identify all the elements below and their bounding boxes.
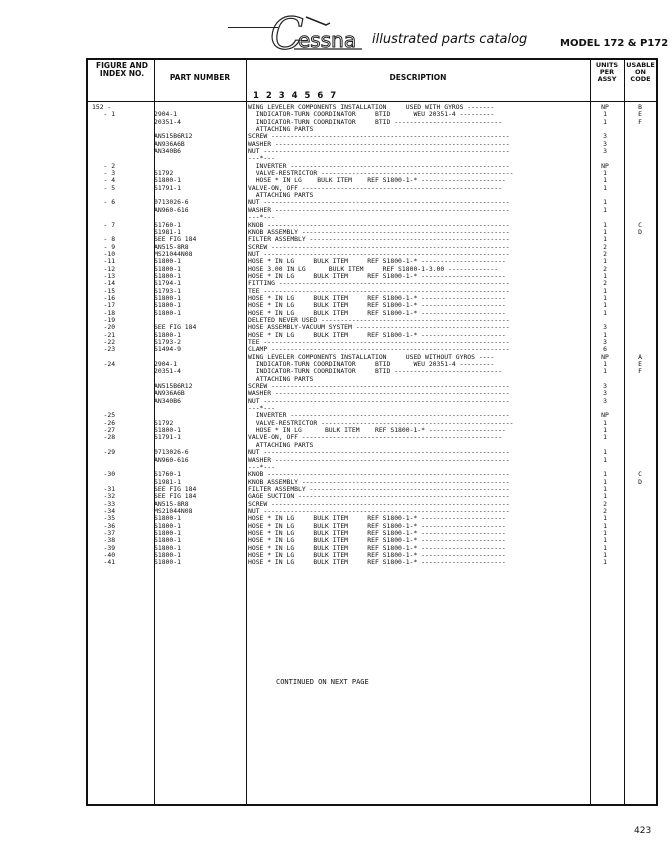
part-number-cell: 2904-1 bbox=[154, 360, 178, 369]
units-cell: 1 bbox=[603, 521, 607, 530]
figure-index-cell: -11 bbox=[92, 257, 116, 266]
part-number-cell: AN340B6 bbox=[154, 396, 181, 405]
description-cell: HOSE * IN LG BULK ITEM REF S1800-1-* ---------------------- bbox=[248, 293, 506, 302]
description-cell: ---*--- bbox=[248, 213, 275, 222]
units-cell: 1 bbox=[603, 176, 607, 185]
table-row bbox=[88, 457, 656, 464]
description-column-header: DESCRIPTION bbox=[389, 73, 447, 82]
units-cell: 1 bbox=[603, 514, 607, 523]
units-cell: NP bbox=[601, 103, 609, 111]
figure-index-cell: -36 bbox=[92, 521, 116, 530]
figure-index-cell: -18 bbox=[92, 308, 116, 317]
description-cell: NUT ---------------------------------------------------------------- bbox=[248, 506, 510, 515]
figure-index-cell: -22 bbox=[92, 338, 116, 346]
table-row bbox=[88, 434, 656, 441]
figure-index-cell: -24 bbox=[92, 360, 116, 369]
part-number-cell: S1800-1 bbox=[154, 514, 181, 523]
header-divider bbox=[88, 101, 656, 102]
part-number-cell: S1800-1 bbox=[154, 308, 181, 317]
units-cell: 3 bbox=[603, 132, 607, 141]
usable-code-cell: C bbox=[638, 220, 642, 229]
svg-text:C: C bbox=[270, 9, 304, 55]
figure-index-cell: - 2 bbox=[92, 161, 116, 170]
part-number-cell: SEE FIG 184 bbox=[154, 323, 197, 332]
part-number-cell: S1792 bbox=[154, 169, 174, 178]
part-number-cell: SEE FIG 184 bbox=[154, 235, 197, 244]
description-cell: HOSE * IN LG BULK ITEM REF S1800-1-* ---------------------- bbox=[248, 558, 506, 567]
part-number-cell: 20351-4 bbox=[154, 117, 181, 126]
units-cell: 3 bbox=[603, 382, 607, 391]
part-number-cell: AN515B6R12 bbox=[154, 132, 193, 141]
usable-code-cell: A bbox=[638, 352, 642, 361]
description-cell: ATTACHING PARTS bbox=[248, 440, 314, 449]
usable-code-cell: D bbox=[638, 227, 642, 236]
units-cell: 1 bbox=[603, 558, 607, 567]
description-cell: SCREW -------------------------------------------------------------- bbox=[248, 499, 510, 508]
description-cell: NUT ---------------------------------------------------------------- bbox=[248, 448, 510, 457]
description-cell: VALVE-ON, OFF ---------------------------------------------------- bbox=[248, 183, 502, 192]
description-cell: VALVE-RESTRICTOR -------------------------------------------------- bbox=[248, 169, 514, 178]
description-cell: ATTACHING PARTS bbox=[248, 125, 314, 134]
description-cell: VALVE-RESTRICTOR -------------------------------------------------- bbox=[248, 418, 514, 427]
description-cell: HOSE * IN LG BULK ITEM REF S1800-1-* ---------------------- bbox=[248, 528, 506, 537]
part-number-cell: S1800-1 bbox=[154, 257, 181, 266]
part-number-cell: S1800-1 bbox=[154, 521, 181, 530]
description-cell: CLAMP -------------------------------------------------------------- bbox=[248, 345, 510, 354]
part-number-cell: S1981-1 bbox=[154, 227, 181, 236]
description-cell: ---*--- bbox=[248, 404, 275, 413]
description-cell: HOSE * IN LG BULK ITEM REF S1800-1-* ---------------------- bbox=[248, 257, 506, 266]
description-cell: HOSE * IN LG BULK ITEM REF S1800-1-* ---------------------- bbox=[248, 301, 506, 310]
description-cell: INDICATOR-TURN COORDINATOR BTID WEU 20351-4 --------- bbox=[248, 360, 495, 369]
description-cell: WING LEVELER COMPONENTS INSTALLATION USED WITH GYROS ------- bbox=[248, 103, 495, 111]
description-cell: INDICATOR-TURN COORDINATOR BTID ---------------------------- bbox=[248, 367, 502, 376]
usable-code-cell: C bbox=[638, 470, 642, 479]
description-cell: HOSE * IN LG BULK ITEM REF S1800-1-* ---------------------- bbox=[248, 308, 506, 317]
description-cell: NUT ---------------------------------------------------------------- bbox=[248, 198, 510, 207]
units-cell: 2 bbox=[603, 499, 607, 508]
part-number-cell: S1792 bbox=[154, 418, 174, 427]
figure-index-cell: -41 bbox=[92, 558, 116, 567]
description-cell: WASHER ------------------------------------------------------------- bbox=[248, 455, 510, 464]
description-cell: HOSE * IN LG BULK ITEM REF S1800-1-* ---------------------- bbox=[248, 550, 506, 559]
usable-code-cell: F bbox=[638, 367, 642, 376]
continued-note: CONTINUED ON NEXT PAGE bbox=[276, 678, 369, 686]
figure-index-cell: - 5 bbox=[92, 183, 116, 192]
description-cell: WASHER ------------------------------------------------------------- bbox=[248, 139, 510, 148]
part-number-cell: AN340B6 bbox=[154, 147, 181, 156]
description-cell: SCREW -------------------------------------------------------------- bbox=[248, 382, 510, 391]
figure-index-cell: -33 bbox=[92, 499, 116, 508]
figure-index-cell: -23 bbox=[92, 345, 116, 354]
units-cell: 1 bbox=[603, 117, 607, 126]
description-cell: WASHER ------------------------------------------------------------- bbox=[248, 205, 510, 214]
units-cell: 3 bbox=[603, 147, 607, 156]
figure-index-cell: - 4 bbox=[92, 176, 116, 185]
part-number-cell: S1793-2 bbox=[154, 338, 181, 346]
description-cell: WASHER ------------------------------------------------------------- bbox=[248, 389, 510, 398]
page-number: 423 bbox=[634, 826, 652, 836]
units-cell: 3 bbox=[603, 323, 607, 332]
part-number-cell: SEE FIG 184 bbox=[154, 484, 197, 493]
table-row bbox=[88, 119, 656, 126]
units-cell: 1 bbox=[603, 418, 607, 427]
description-cell: ATTACHING PARTS bbox=[248, 191, 314, 200]
units-cell: 1 bbox=[603, 448, 607, 457]
description-cell: KNOB ASSEMBLY ------------------------------------------------------ bbox=[248, 477, 510, 486]
description-cell: HOSE * IN LG BULK ITEM REF S1800-1-* ---------------------- bbox=[248, 543, 506, 552]
part-number-cell: S1494-9 bbox=[154, 345, 181, 354]
part-number-cell: S1800-1 bbox=[154, 271, 181, 280]
indent-scale: 1 2 3 4 5 6 7 bbox=[253, 91, 339, 101]
units-cell: 1 bbox=[603, 220, 607, 229]
units-cell: 1 bbox=[603, 257, 607, 266]
units-cell: NP bbox=[601, 161, 609, 170]
parts-table bbox=[86, 58, 658, 806]
part-number-cell: MS21044N08 bbox=[154, 506, 193, 515]
units-cell: 6 bbox=[603, 345, 607, 354]
part-number-cell: AN936A6B bbox=[154, 139, 185, 148]
part-number-cell: 0713026-6 bbox=[154, 448, 189, 457]
description-cell: VALVE-ON, OFF ---------------------------------------------------- bbox=[248, 433, 502, 442]
usable-code-cell: F bbox=[638, 117, 642, 126]
page-header bbox=[0, 0, 672, 60]
table-row bbox=[88, 207, 656, 214]
units-cell: 1 bbox=[603, 543, 607, 552]
part-number-cell: 2904-1 bbox=[154, 110, 178, 119]
description-cell: FILTER ASSEMBLY ---------------------------------------------------- bbox=[248, 235, 510, 244]
figure-index-cell: -19 bbox=[92, 315, 116, 324]
units-cell: 1 bbox=[603, 286, 607, 295]
part-number-column-header: PART NUMBER bbox=[169, 73, 231, 82]
figure-index-cell: -15 bbox=[92, 286, 116, 295]
description-cell: NUT ---------------------------------------------------------------- bbox=[248, 147, 510, 156]
units-cell: 2 bbox=[603, 264, 607, 273]
units-cell: 1 bbox=[603, 183, 607, 192]
units-cell: 3 bbox=[603, 389, 607, 398]
model-label: MODEL 172 & P172 bbox=[560, 38, 669, 49]
part-number-cell: AN515-8R8 bbox=[154, 499, 189, 508]
units-cell: 1 bbox=[603, 455, 607, 464]
figure-index-cell: 152 - bbox=[92, 103, 112, 111]
part-number-cell: AN936A6B bbox=[154, 389, 185, 398]
description-cell: HOSE * IN LG BULK ITEM REF S1800-1-* ---------------------- bbox=[248, 536, 506, 545]
description-cell: HOSE * IN LG BULK ITEM REF S1800-1-* ---------------------- bbox=[248, 176, 506, 185]
part-number-cell: SEE FIG 184 bbox=[154, 492, 197, 501]
table-body bbox=[88, 104, 656, 567]
figure-index-cell: -17 bbox=[92, 301, 116, 310]
figure-index-cell: -39 bbox=[92, 543, 116, 552]
description-cell: ---*--- bbox=[248, 462, 275, 471]
usable-code-cell: D bbox=[638, 477, 642, 486]
table-row bbox=[88, 398, 656, 405]
figure-index-cell: -30 bbox=[92, 470, 116, 479]
units-cell: 1 bbox=[603, 235, 607, 244]
part-number-cell: S1800-1 bbox=[154, 558, 181, 567]
figure-index-cell: -34 bbox=[92, 506, 116, 515]
description-cell: HOSE * IN LG BULK ITEM REF S1800-1-* ---------------------- bbox=[248, 330, 506, 339]
description-cell: NUT ---------------------------------------------------------------- bbox=[248, 249, 510, 258]
description-cell: KNOB ASSEMBLY ------------------------------------------------------ bbox=[248, 227, 510, 236]
description-cell: HOSE * IN LG BULK ITEM REF S1800-1-* ---------------------- bbox=[248, 514, 506, 523]
description-cell: HOSE ASSEMBLY-VACUUM SYSTEM ---------------------------------------- bbox=[248, 323, 510, 332]
description-cell: HOSE * IN LG BULK ITEM REF S1800-1-* -------------------- bbox=[248, 426, 506, 435]
part-number-cell: 0713026-6 bbox=[154, 198, 189, 207]
figure-index-cell: - 1 bbox=[92, 110, 116, 119]
figure-column-header: FIGURE AND INDEX NO. bbox=[96, 61, 148, 78]
units-cell: 1 bbox=[603, 293, 607, 302]
units-cell: 2 bbox=[603, 279, 607, 288]
units-cell: 1 bbox=[603, 271, 607, 280]
description-cell: GAGE SUCTION ------------------------------------------------------- bbox=[248, 492, 510, 501]
part-number-cell: S1791-1 bbox=[154, 183, 181, 192]
figure-index-cell: -25 bbox=[92, 411, 116, 420]
description-cell: TEE ---------------------------------------------------------------- bbox=[248, 338, 510, 346]
units-cell: 1 bbox=[603, 367, 607, 376]
units-column-header: UNITS PER ASSY bbox=[595, 61, 619, 83]
part-number-cell: S1800-1 bbox=[154, 550, 181, 559]
units-cell: 1 bbox=[603, 470, 607, 479]
figure-index-cell: -26 bbox=[92, 418, 116, 427]
usable-code-cell: B bbox=[638, 103, 642, 111]
part-number-cell: S1760-1 bbox=[154, 470, 181, 479]
figure-index-cell: -31 bbox=[92, 484, 116, 493]
figure-index-cell: - 8 bbox=[92, 235, 116, 244]
description-cell: DELETED NEVER USED ------------------------------------------------- bbox=[248, 315, 510, 324]
description-cell: HOSE * IN LG BULK ITEM REF S1800-1-* ---------------------- bbox=[248, 521, 506, 530]
description-cell: SCREW -------------------------------------------------------------- bbox=[248, 242, 510, 251]
units-cell: 1 bbox=[603, 433, 607, 442]
usable-code-cell: E bbox=[638, 360, 642, 369]
part-number-cell: S1794-1 bbox=[154, 279, 181, 288]
part-number-cell: AN515-8R8 bbox=[154, 242, 189, 251]
figure-index-cell: - 7 bbox=[92, 220, 116, 229]
units-cell: 1 bbox=[603, 198, 607, 207]
figure-index-cell: -40 bbox=[92, 550, 116, 559]
part-number-cell: S1800-1 bbox=[154, 301, 181, 310]
figure-index-cell: -12 bbox=[92, 264, 116, 273]
table-row bbox=[88, 148, 656, 155]
usable-code-cell: E bbox=[638, 110, 642, 119]
description-cell: ---*--- bbox=[248, 154, 275, 163]
units-cell: 1 bbox=[603, 528, 607, 537]
figure-index-cell: -27 bbox=[92, 426, 116, 435]
figure-index-cell: -32 bbox=[92, 492, 116, 501]
description-cell: FILTER ASSEMBLY ---------------------------------------------------- bbox=[248, 484, 510, 493]
figure-index-cell: -38 bbox=[92, 536, 116, 545]
part-number-cell: S1800-1 bbox=[154, 176, 181, 185]
units-cell: 1 bbox=[603, 308, 607, 317]
description-cell: HOSE * IN LG BULK ITEM REF S1800-1-* ---------------------- bbox=[248, 271, 506, 280]
figure-index-cell: -20 bbox=[92, 323, 116, 332]
part-number-cell: S1800-1 bbox=[154, 293, 181, 302]
part-number-cell: 20351-4 bbox=[154, 367, 181, 376]
figure-index-cell: -13 bbox=[92, 271, 116, 280]
units-cell: 1 bbox=[603, 536, 607, 545]
units-cell: 1 bbox=[603, 426, 607, 435]
description-cell: INDICATOR-TURN COORDINATOR BTID ---------------------------- bbox=[248, 117, 502, 126]
part-number-cell: S1800-1 bbox=[154, 528, 181, 537]
units-cell: 1 bbox=[603, 484, 607, 493]
units-cell: 2 bbox=[603, 242, 607, 251]
units-cell: 1 bbox=[603, 360, 607, 369]
part-number-cell: S1791-1 bbox=[154, 433, 181, 442]
description-cell: INDICATOR-TURN COORDINATOR BTID WEU 20351-4 --------- bbox=[248, 110, 495, 119]
description-cell: HOSE 3.00 IN LG BULK ITEM REF S1800-1-3.00 ------------- bbox=[248, 264, 499, 273]
units-cell: 1 bbox=[603, 301, 607, 310]
figure-index-cell: -28 bbox=[92, 433, 116, 442]
units-cell: 3 bbox=[603, 139, 607, 148]
part-number-cell: S1800-1 bbox=[154, 543, 181, 552]
units-cell: 1 bbox=[603, 205, 607, 214]
units-cell: 1 bbox=[603, 492, 607, 501]
figure-index-cell: -29 bbox=[92, 448, 116, 457]
part-number-cell: S1800-1 bbox=[154, 264, 181, 273]
figure-index-cell: -14 bbox=[92, 279, 116, 288]
part-number-cell: S1800-1 bbox=[154, 330, 181, 339]
description-cell: ATTACHING PARTS bbox=[248, 374, 314, 383]
figure-index-cell: - 6 bbox=[92, 198, 116, 207]
description-cell: SCREW -------------------------------------------------------------- bbox=[248, 132, 510, 141]
catalog-title: illustrated parts catalog bbox=[372, 32, 528, 47]
units-cell: 1 bbox=[603, 330, 607, 339]
description-cell: NUT ---------------------------------------------------------------- bbox=[248, 396, 510, 405]
part-number-cell: S1793-1 bbox=[154, 286, 181, 295]
description-cell: TEE ---------------------------------------------------------------- bbox=[248, 286, 510, 295]
units-cell: 1 bbox=[603, 227, 607, 236]
description-cell: INVERTER --------------------------------------------------------- bbox=[248, 161, 510, 170]
description-cell: WING LEVELER COMPONENTS INSTALLATION USED WITHOUT GYROS ---- bbox=[248, 352, 495, 361]
description-cell: KNOB --------------------------------------------------------------- bbox=[248, 220, 510, 229]
units-cell: 1 bbox=[603, 169, 607, 178]
table-row bbox=[88, 185, 656, 192]
table-row bbox=[88, 559, 656, 566]
part-number-cell: S1800-1 bbox=[154, 426, 181, 435]
units-cell: 1 bbox=[603, 550, 607, 559]
units-cell: 1 bbox=[603, 477, 607, 486]
description-cell: FITTING ------------------------------------------------------------ bbox=[248, 279, 510, 288]
part-number-cell: S1760-1 bbox=[154, 220, 181, 229]
svg-text:essna: essna bbox=[298, 28, 357, 52]
figure-index-cell: - 9 bbox=[92, 242, 116, 251]
code-column-header: USABLE ON CODE bbox=[626, 61, 655, 83]
part-number-cell: MS21044N08 bbox=[154, 249, 193, 258]
figure-index-cell: -10 bbox=[92, 249, 116, 258]
units-cell: 2 bbox=[603, 249, 607, 258]
units-cell: NP bbox=[601, 352, 609, 361]
part-number-cell: S1800-1 bbox=[154, 536, 181, 545]
part-number-cell: AN960-616 bbox=[154, 455, 189, 464]
figure-index-cell: -21 bbox=[92, 330, 116, 339]
figure-index-cell: -16 bbox=[92, 293, 116, 302]
units-cell: 3 bbox=[603, 396, 607, 405]
figure-index-cell: - 3 bbox=[92, 169, 116, 178]
cessna-logo bbox=[268, 3, 364, 55]
table-row bbox=[88, 368, 656, 375]
units-cell: 1 bbox=[603, 110, 607, 119]
part-number-cell: S1981-1 bbox=[154, 477, 181, 486]
description-cell: KNOB --------------------------------------------------------------- bbox=[248, 470, 510, 479]
figure-index-cell: -37 bbox=[92, 528, 116, 537]
units-cell: 3 bbox=[603, 338, 607, 346]
figure-index-cell: -35 bbox=[92, 514, 116, 523]
part-number-cell: AN515B6R12 bbox=[154, 382, 193, 391]
units-cell: NP bbox=[601, 411, 609, 420]
description-cell: INVERTER --------------------------------------------------------- bbox=[248, 411, 510, 420]
part-number-cell: AN960-616 bbox=[154, 205, 189, 214]
units-cell: 2 bbox=[603, 506, 607, 515]
